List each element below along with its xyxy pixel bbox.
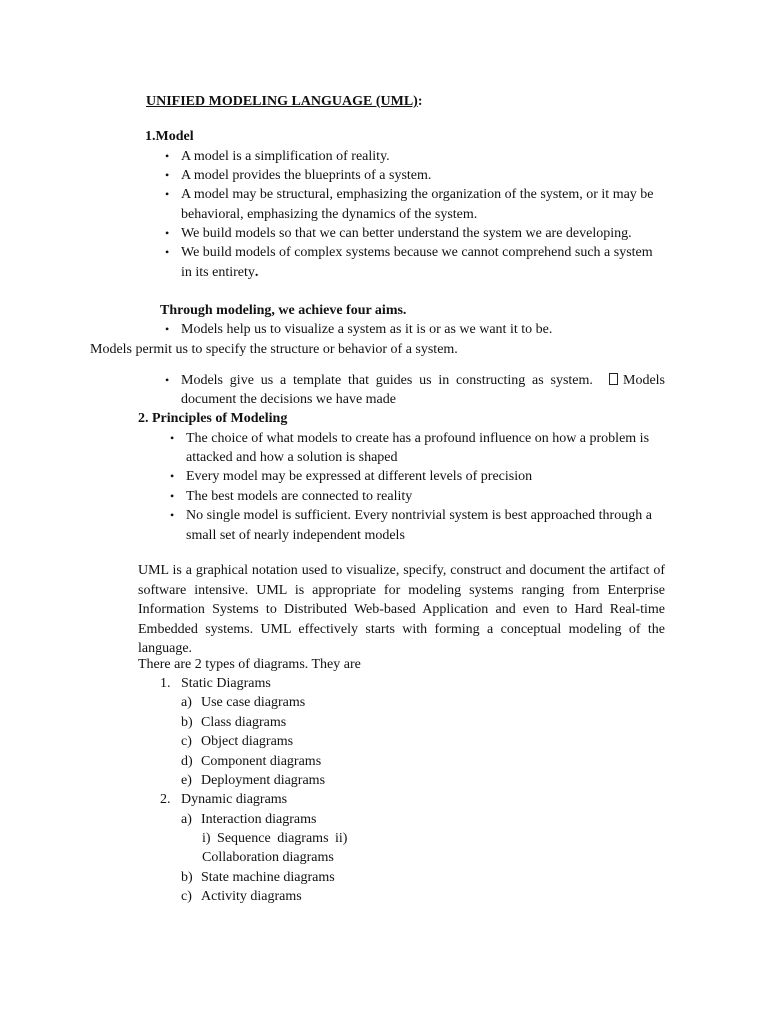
list-letter: c) — [181, 889, 192, 904]
list-item: A model may be structural, emphasizing the organization of the system, or it may be — [181, 187, 654, 202]
aims-heading: Through modeling, we achieve four aims. — [160, 303, 407, 318]
list-letter: b) — [181, 870, 193, 885]
list-item — [181, 371, 665, 391]
aims-line: Models permit us to specify the structure or behavior of a system. — [90, 342, 458, 357]
list-item: Class diagrams — [201, 715, 287, 730]
bullet-marker: • — [165, 373, 170, 387]
bullet-marker: • — [165, 322, 170, 336]
list-item: Deployment diagrams — [201, 773, 326, 788]
section-heading-model: 1.Model — [145, 129, 194, 144]
bullet-marker: • — [170, 508, 175, 522]
list-item: Object diagrams — [201, 734, 294, 749]
bullet-marker: • — [165, 226, 170, 240]
list-letter: d) — [181, 754, 193, 769]
list-item: Use case diagrams — [201, 695, 306, 710]
list-number: 1. — [160, 676, 171, 691]
bullet-marker: • — [170, 431, 175, 445]
page-title — [146, 92, 423, 112]
section-heading-principles: 2. Principles of Modeling — [138, 411, 288, 426]
list-item-tail — [607, 371, 666, 391]
list-number: 2. — [160, 792, 171, 807]
list-letter: b) — [181, 715, 193, 730]
list-item: No single model is sufficient. Every nontrivial system is best approached through a — [186, 508, 652, 523]
list-item: The best models are connected to reality — [186, 489, 413, 504]
title-colon: : — [417, 94, 423, 109]
list-item-continuation: behavioral, emphasizing the dynamics of the system. — [181, 207, 478, 222]
bullet-marker: • — [165, 168, 170, 182]
title-text: UNIFIED MODELING LANGUAGE (UML) — [146, 94, 418, 109]
types-intro: There are 2 types of diagrams. They are — [138, 657, 361, 672]
list-item-text: in its entirety — [181, 265, 255, 280]
dynamic-diagrams-label: Dynamic diagrams — [181, 792, 288, 807]
list-item: State machine diagrams — [201, 870, 335, 885]
list-item: Models help us to visualize a system as it is or as we want it to be. — [181, 322, 553, 337]
list-item: Activity diagrams — [201, 889, 302, 904]
bullet-marker: • — [165, 245, 170, 259]
list-item: Interaction diagrams — [201, 812, 317, 827]
list-item-continuation: attacked and how a solution is shaped — [186, 450, 398, 465]
list-item-continuation: small set of nearly independent models — [186, 528, 405, 543]
list-item-period: . — [254, 265, 259, 280]
list-item: A model is a simplification of reality. — [181, 149, 390, 164]
list-item: The choice of what models to create has a profound influence on how a problem is — [186, 431, 650, 446]
bullet-marker: • — [170, 469, 175, 483]
list-subitem: i) Sequence diagrams ii) — [202, 831, 348, 846]
list-item: A model provides the blueprints of a system. — [181, 168, 432, 183]
bullet-marker: • — [165, 149, 170, 163]
list-item: We build models of complex systems because we cannot comprehend such a system — [181, 245, 653, 260]
list-subitem: Collaboration diagrams — [202, 850, 334, 865]
list-letter: e) — [181, 773, 192, 788]
list-item-continuation — [181, 263, 258, 283]
uml-paragraph: UML is a graphical notation used to visualize, specify, construct and document the artifact of software intensive. UML is appropriate for modeling systems ranging from Enterprise Information Systems to Distributed Web-based Application and even to Hard Real-time Embedded systems. UML effectively starts with forming a conceptual modeling of the language. — [138, 563, 665, 656]
list-item-text: Models give us a template that guides us in constructing as system. — [181, 373, 593, 388]
list-item: Every model may be expressed at different levels of precision — [186, 469, 533, 484]
list-item: We build models so that we can better understand the system we are developing. — [181, 226, 632, 241]
missing-glyph-icon — [609, 373, 618, 385]
list-item-continuation: document the decisions we have made — [181, 392, 396, 407]
list-item: Component diagrams — [201, 754, 322, 769]
bullet-marker: • — [170, 489, 175, 503]
bullet-marker: • — [165, 187, 170, 201]
list-letter: a) — [181, 812, 192, 827]
list-item-text: Models — [623, 373, 665, 388]
list-letter: a) — [181, 695, 192, 710]
list-letter: c) — [181, 734, 192, 749]
static-diagrams-label: Static Diagrams — [181, 676, 271, 691]
